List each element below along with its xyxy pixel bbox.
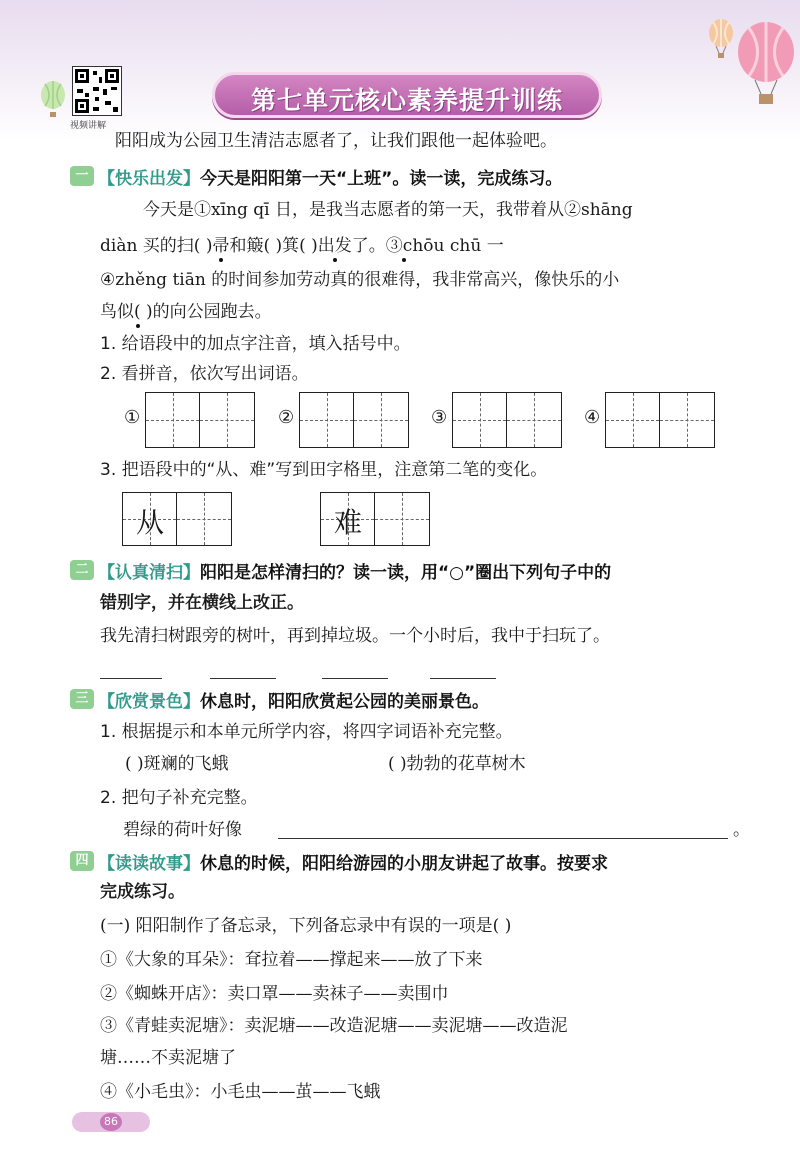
qr-code[interactable]: [72, 66, 122, 116]
emphasis-dot: [402, 258, 406, 262]
writing-grid-3[interactable]: [452, 392, 562, 448]
answer-blank-2[interactable]: [210, 678, 276, 679]
sentence-answer-line[interactable]: [278, 838, 728, 839]
intro-text: 阳阳成为公园卫生清洁志愿者了，让我们跟他一起体验吧。: [115, 131, 557, 151]
writing-grid-2[interactable]: [299, 392, 409, 448]
grid-label-2: ②: [278, 407, 295, 428]
question-1: 1. 根据提示和本单元所学内容，将四字词语补充完整。: [100, 722, 513, 742]
question-2: 2. 把句子补充完整。: [100, 788, 258, 808]
passage-line-1: 今天是①xīng qī 日，是我当志愿者的第一天，我带着从②shāng: [143, 200, 633, 220]
answer-blank-4[interactable]: [430, 678, 496, 679]
sentence-start: 碧绿的荷叶好像: [123, 820, 242, 840]
section-instruction: 休息时，阳阳欣赏起公园的美丽景色。: [200, 691, 489, 712]
section-2-heading: [70, 557, 611, 583]
option-3-cont: 塘……不卖泥塘了: [100, 1048, 236, 1068]
passage-line-4: 鸟似( )的向公园跑去。: [100, 302, 272, 322]
sentence-end: 。: [733, 820, 750, 840]
option-2: ②《蜘蛛开店》：卖口罩——卖袜子——卖围巾: [100, 984, 449, 1004]
tian-grid-1[interactable]: [122, 492, 232, 546]
sample-character: 难: [333, 506, 362, 539]
section-number: 一: [70, 166, 94, 186]
page-number: 86: [100, 1113, 122, 1131]
section-instruction: 阳阳是怎样清扫的？读一读，用“○”圈出下列句子中的: [200, 562, 612, 583]
answer-blank-1[interactable]: [100, 678, 162, 679]
emphasis-dot: [136, 324, 140, 328]
question-2: 2. 看拼音，依次写出词语。: [100, 364, 309, 384]
question-3: 3. 把语段中的“从、难”写到田字格里，注意第二笔的变化。: [100, 460, 548, 480]
section-instruction: 今天是阳阳第一天“上班”。读一读，完成练习。: [200, 168, 563, 189]
question-choice: (一) 阳阳制作了备忘录，下列备忘录中有误的一项是( ): [100, 916, 512, 936]
section-tag: 【读读故事】: [98, 853, 200, 874]
emphasis-dot: [333, 258, 337, 262]
section-3-heading: [70, 686, 489, 712]
balloon-left-icon: [38, 80, 68, 120]
grid-label-4: ④: [584, 407, 601, 428]
section-number: 四: [70, 851, 94, 871]
emphasis-dot: [219, 258, 223, 262]
section-instruction: 休息的时候，阳阳给游园的小朋友讲起了故事。按要求: [200, 853, 608, 874]
section-number: 三: [70, 689, 94, 709]
answer-blank-3[interactable]: [322, 678, 388, 679]
sample-character: 从: [135, 506, 164, 539]
option-4: ④《小毛虫》：小毛虫——茧——飞蛾: [100, 1082, 381, 1102]
option-1: ①《大象的耳朵》：耷拉着——撑起来——放了下来: [100, 950, 483, 970]
section-instruction-cont: 错别字，并在横线上改正。: [100, 593, 304, 613]
passage-line-3: ④zhěng tiān 的时间参加劳动真的很难得，我非常高兴，像快乐的小: [100, 270, 620, 290]
section-1-heading: [70, 163, 562, 189]
title-pill: [212, 72, 602, 118]
passage-line-2: diàn 买的扫( )帚和簸( )箕( )出发了。③chōu chū 一: [100, 236, 504, 256]
idiom-fill-2: ( )勃勃的花草树木: [388, 754, 526, 774]
error-sentence: 我先清扫树跟旁的树叶，再到掉垃圾。一个小时后，我中于扫玩了。: [100, 626, 610, 646]
question-1: 1. 给语段中的加点字注音，填入括号中。: [100, 334, 411, 354]
balloon-small-icon: [706, 18, 736, 60]
grid-label-1: ①: [124, 407, 141, 428]
qr-code-icon: [73, 67, 121, 115]
option-3: ③《青蛙卖泥塘》：卖泥塘——改造泥塘——卖泥塘——改造泥: [100, 1016, 568, 1036]
section-number: 二: [70, 560, 94, 580]
writing-grid-1[interactable]: [145, 392, 255, 448]
balloon-large-icon: [735, 22, 797, 106]
grid-label-3: ③: [431, 407, 448, 428]
writing-grid-4[interactable]: [605, 392, 715, 448]
page-title: 第七单元核心素养提升训练: [250, 86, 563, 115]
qr-label: 视频讲解: [70, 121, 107, 131]
tian-grid-2[interactable]: [320, 492, 430, 546]
section-tag: 【快乐出发】: [98, 168, 200, 189]
section-instruction-cont: 完成练习。: [100, 882, 185, 902]
section-tag: 【欣赏景色】: [98, 691, 200, 712]
idiom-fill-1: ( )斑斓的飞蛾: [125, 754, 229, 774]
section-4-heading: [70, 848, 608, 874]
section-tag: 【认真清扫】: [98, 562, 200, 583]
